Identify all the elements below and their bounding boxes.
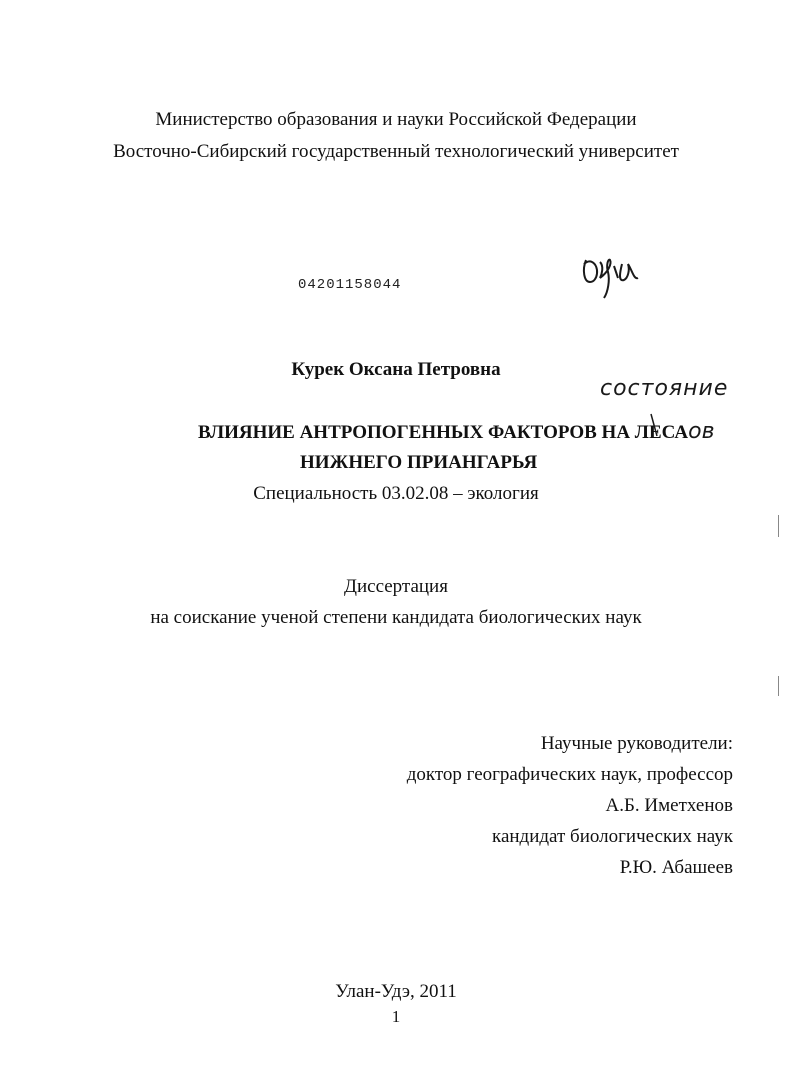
city-year: Улан-Удэ, 2011 bbox=[335, 981, 457, 1002]
supervisor-2-name: Р.Ю. Абашеев bbox=[619, 857, 733, 878]
university-line: Восточно-Сибирский государственный технологический университет bbox=[113, 141, 679, 162]
signature-drawing bbox=[578, 252, 648, 304]
author-name: Курек Оксана Петровна bbox=[291, 359, 501, 380]
strike-mark-drawing bbox=[649, 412, 659, 438]
supervisor-2-degree: кандидат биологических наук bbox=[492, 826, 733, 847]
handwritten-signature bbox=[578, 252, 648, 304]
specialty-line: Специальность 03.02.08 – экология bbox=[253, 483, 539, 504]
title-line-1-text: ВЛИЯНИЕ АНТРОПОГЕННЫХ ФАКТОРОВ НА ЛЕСА bbox=[198, 422, 689, 443]
title-line-2: НИЖНЕГО ПРИАНГАРЬЯ bbox=[300, 452, 538, 473]
title-line-1 bbox=[198, 419, 715, 444]
scan-edge-mark-1 bbox=[778, 515, 779, 537]
handwritten-correction: состояние bbox=[600, 376, 729, 401]
supervisors-heading: Научные руководители: bbox=[540, 733, 733, 754]
dissertation-label: Диссертация bbox=[344, 576, 448, 597]
supervisor-1-degree: доктор географических наук, профессор bbox=[406, 764, 733, 785]
page-number: 1 bbox=[391, 1007, 401, 1026]
registry-number: 04201158044 bbox=[298, 277, 402, 293]
scan-edge-mark-2 bbox=[778, 676, 779, 696]
title-handwritten-suffix: ов bbox=[688, 419, 715, 444]
supervisor-1-name: А.Б. Иметхенов bbox=[605, 795, 733, 816]
ministry-line: Министерство образования и науки Российской Федерации bbox=[155, 109, 637, 130]
strike-mark bbox=[649, 412, 659, 438]
degree-line: на соискание ученой степени кандидата биологических наук bbox=[150, 607, 642, 628]
